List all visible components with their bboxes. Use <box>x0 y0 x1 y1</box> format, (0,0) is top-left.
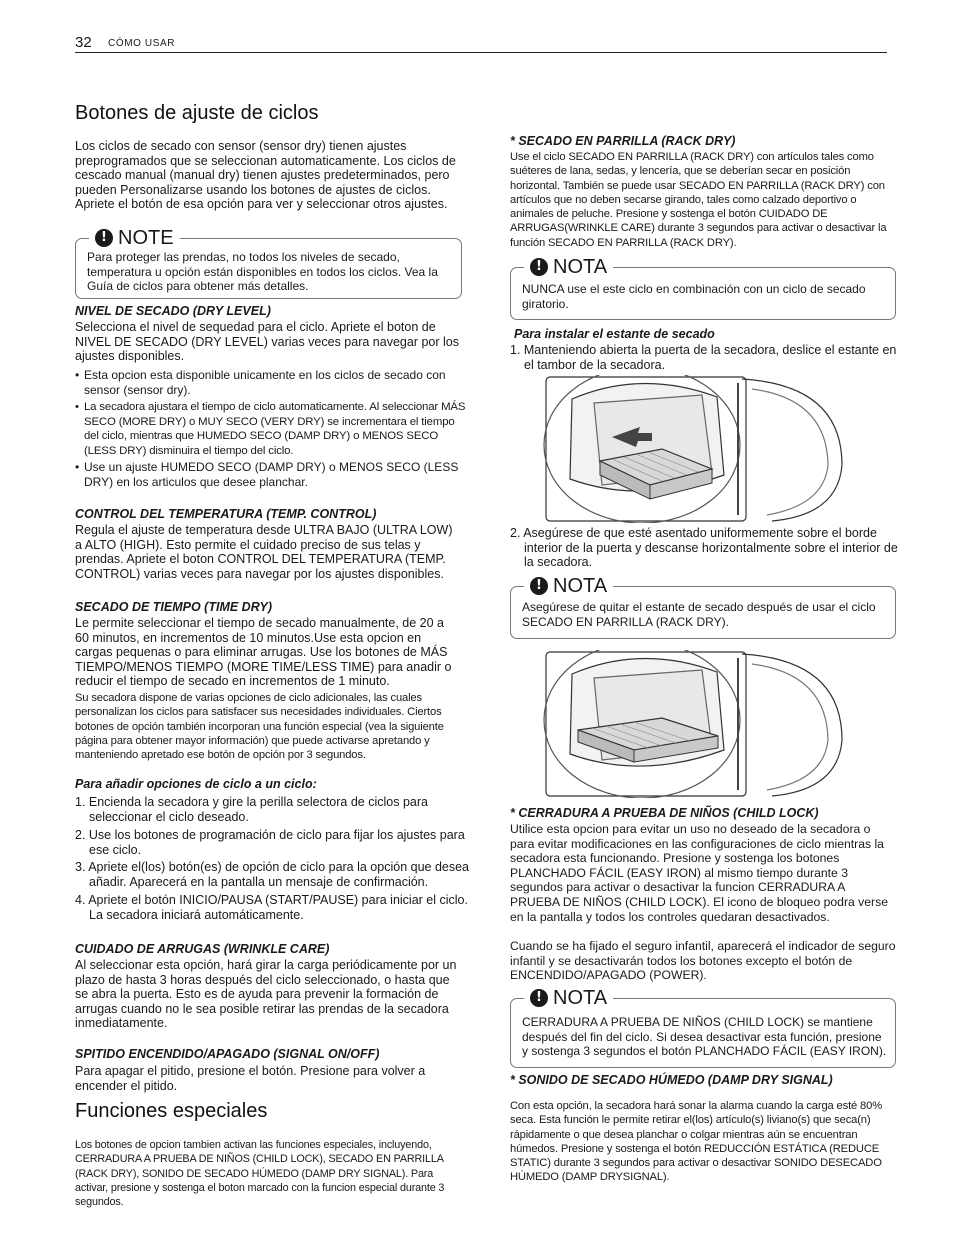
add-options-title: Para añadir opciones de ciclo a un ciclo: <box>75 777 317 791</box>
nota-box <box>510 575 896 639</box>
wrinkle-care-text: Al seleccionar esta opción, hará girar la carga periódicamente por un plazo de hasta 3 horas después del ciclo seleccionado, o hasta que se abra la puerta. Esto es de ayuda para prevenir la formación de arrugas cuando no le sea posible retirar las prendas de la secadora inmediatamente. <box>75 958 457 1031</box>
nota-heading <box>524 576 613 596</box>
dry-level-text: Selecciona el nivel de sequedad para el ciclo. Apriete el boton de NIVEL DE SECADO (DRY LEVEL) varias veces para navegar por los ajustes disponibles. <box>75 320 459 364</box>
add-options-step: 3. Apriete el(los) botón(es) de opción de ciclo para la opción que desea añadir. Aparecerá en la pantalla un mensaje de confirmación. <box>75 860 470 889</box>
exclamation-circle-icon: ! <box>95 229 113 247</box>
time-dry-text-secondary: Su secadora dispone de varias opciones de ciclo adicionales, las cuales personalizan los ciclos para satisfacer sus necesidades individuales. Ciertos botones de opción también incorporan una función especial (vea la siguiente página para obtener mayor información) que puede activarse apretando y manteniendo apretado ese botón de opción por 3 segundos. <box>75 692 444 762</box>
nota-title: NOTA <box>553 575 608 597</box>
temp-control-title: CONTROL DEL TEMPERATURA (TEMP. CONTROL) <box>75 507 377 521</box>
section-title: CÓMO USAR <box>108 38 176 49</box>
note-title: NOTE <box>118 227 174 249</box>
nota-text: NUNCA use el este ciclo en combinación con un ciclo de secado giratorio. <box>522 282 866 311</box>
heading-cycle-buttons: Botones de ajuste de ciclos <box>75 102 319 124</box>
signal-text: Para apagar el pitido, presione el botón. Presione para volver a encender el pitido. <box>75 1064 426 1093</box>
damp-dry-signal-text: Con esta opción, la secadora hará sonar la alarma cuando la carga esté 80% seca. Esta función le permite retirar el(los) artículo(s) liviano(s) que seca(n) rápidamente o que desea planchar o colgar mientras aún se encuentran húmedos. Presione y sostenga el botón REDUCCIÓN ESTÁTICA (REDUCE STATIC) durante 3 segundos para activar o desactivar SONIDO DESECADO HÚMEDO (DAMP DRYSIGNAL). <box>510 1100 882 1184</box>
header-rule <box>75 52 887 53</box>
temp-control-text: Regula el ajuste de temperatura desde ULTRA BAJO (ULTRA LOW) a ALTO (HIGH). Esto permite el cuidado preciso de sus telas y prendas. Apriete el boton CONTROL DEL TEMPERATURA (TEMP. CONTROL) varias veces para navegar por los ajustes disponibles. <box>75 523 453 581</box>
install-step: 2. Asegúrese de que esté asentado uniformemente sobre el borde interior de la puerta y descanse horizontalmente sobre el interior de la secadora. <box>510 526 898 570</box>
special-functions-text: Los botones de opcion tambien activan las funciones especiales, incluyendo, CERRADURA A PRUEBA DE NIÑOS (CHILD LOCK), SECADO EN PARRILLA (RACK DRY), SONIDO DE SECADO HÚMEDO (DAMP DRY SIGNAL). Para activar, presione y sostenga el boton marcado con la funcion especial durante 3 segundos. <box>75 1139 445 1209</box>
wrinkle-care-title: CUIDADO DE ARRUGAS (WRINKLE CARE) <box>75 942 330 956</box>
damp-dry-signal-title: * SONIDO DE SECADO HÚMEDO (DAMP DRY SIGNAL) <box>510 1073 833 1087</box>
exclamation-circle-icon: ! <box>530 577 548 595</box>
nota-text: Asegúrese de quitar el estante de secado después de usar el ciclo SECADO EN PARRILLA (RACK DRY). <box>522 600 876 629</box>
child-lock-title: * CERRADURA A PRUEBA DE NIÑOS (CHILD LOCK) <box>510 806 819 820</box>
nota-text: CERRADURA A PRUEBA DE NIÑOS (CHILD LOCK) se mantiene después del fin del ciclo. Si desea desactivar esta función, presione y sostenga 3 segundos el botón PLANCHADO FÁCIL (EASY IRON). <box>522 1015 887 1059</box>
add-options-step: 4. Apriete el botón INICIO/PAUSA (START/PAUSE) para iniciar el ciclo. La secadora iniciará automáticamente. <box>75 893 468 922</box>
note-heading <box>89 228 180 248</box>
signal-title: SPITIDO ENCENDIDO/APAGADO (SIGNAL ON/OFF) <box>75 1047 380 1061</box>
note-text: Para proteger las prendas, no todos los niveles de secado, temperatura u opción están disponibles en todos los ciclos. Vea la Guía de ciclos para obtener más detalles. <box>87 250 438 294</box>
dry-level-bullet: • La secadora ajustara el tiempo de ciclo automaticamente. Al seleccionar MÁS SECO (MORE DRY) o MUY SECO (VERY DRY) se incrementara el tiempo del ciclo, mientras que HUMEDO SECO (DAMP DRY) o MENOS SECO (LESS DRY) disminuira el tiempo del ciclo. <box>75 400 470 458</box>
nota-heading <box>524 988 613 1008</box>
rack-dry-title: * SECADO EN PARRILLA (RACK DRY) <box>510 134 736 148</box>
dry-level-bullet: • Use un ajuste HUMEDO SECO (DAMP DRY) o MENOS SECO (LESS DRY) en los articulos que desee planchar. <box>75 460 470 489</box>
nota-box <box>510 256 896 320</box>
install-rack-title: Para instalar el estante de secado <box>514 327 715 341</box>
note-box <box>75 227 462 299</box>
nota-heading <box>524 257 613 277</box>
add-options-step: 1. Encienda la secadora y gire la perilla selectora de ciclos para seleccionar el ciclo deseado. <box>75 795 428 824</box>
time-dry-title: SECADO DE TIEMPO (TIME DRY) <box>75 600 273 614</box>
add-options-step: 2. Use los botones de programación de ciclo para fijar los ajustes para ese ciclo. <box>75 828 465 857</box>
page-number: 32 <box>75 34 92 51</box>
exclamation-circle-icon: ! <box>530 258 548 276</box>
intro-paragraph: Los ciclos de secado con sensor (sensor dry) tienen ajustes preprogramados que se seleccionan automaticamente. Los ciclos de cescado manual (manual dry) tienen ajustes predeterminados, pero pueden Personalizarse usando los botones de ajustes de ciclos. Apriete el botón de esa opción para ver y seleccionar otros ajustes. <box>75 139 456 212</box>
install-step: 1. Manteniendo abierta la puerta de la secadora, deslice el estante en el tambor de la secadora. <box>510 343 897 372</box>
nota-title: NOTA <box>553 256 608 278</box>
dryer-rack-illustration <box>542 375 860 523</box>
time-dry-text: Le permite seleccionar el tiempo de secado manualmente, de 20 a 60 minutos, en incrementos de 10 minutos.Use esta opcion en cargas pequenas o para eliminar arrugas. Use los botones de MÁS TIEMPO/MENOS TIEMPO (MORE TIME/LESS TIME) para anadir o reducir el tiempo de secado en incrementos de 1 minuto. <box>75 616 452 689</box>
child-lock-text: Utilice esta opcion para evitar un uso no deseado de la secadora o para evitar modificaciones en las configuraciones de ciclo mientras la secadora esta funcionando. Presione y sostenga los botones PLANCHADO FÁCIL (EASY IRON) al mismo tiempo durante 3 segundos para activar o desactivar la funcion CERRADURA A PRUEBA DE NIÑOS (CHILD LOCK). El icono de bloqueo podra verse en la pantalla y todos los controles quedaran desactivados. <box>510 822 888 924</box>
dry-level-title: NIVEL DE SECADO (DRY LEVEL) <box>75 304 271 318</box>
nota-box <box>510 987 896 1068</box>
rack-dry-text: Use el ciclo SECADO EN PARRILLA (RACK DRY) con artículos tales como suéteres de lana, sedas, y lencería, que se deberían secar en posición horizontal. También se puede usar SECADO EN PARRILLA (RACK DRY) con artículos que no deben secarse girando, tales como calzado deportivo o animales de peluche. Presione y sostenga el botón CUIDADO DE ARRUGAS(WRINKLE CARE) durante 3 segundos para activar o desactivar la función SECADO EN PARRILLA (RACK DRY). <box>510 151 887 249</box>
nota-title: NOTA <box>553 987 608 1009</box>
child-lock-text-secondary: Cuando se ha fijado el seguro infantil, aparecerá el indicador de seguro infantil y se desactivarán todos los botones excepto el botón de ENCENDIDO/APAGADO (POWER). <box>510 939 896 983</box>
dry-level-bullet: • Esta opcion esta disponible unicamente en los ciclos de secado con sensor (sensor dry). <box>75 368 470 397</box>
heading-special-functions: Funciones especiales <box>75 1100 268 1122</box>
dryer-rack-seated-illustration <box>542 650 860 798</box>
exclamation-circle-icon: ! <box>530 989 548 1007</box>
